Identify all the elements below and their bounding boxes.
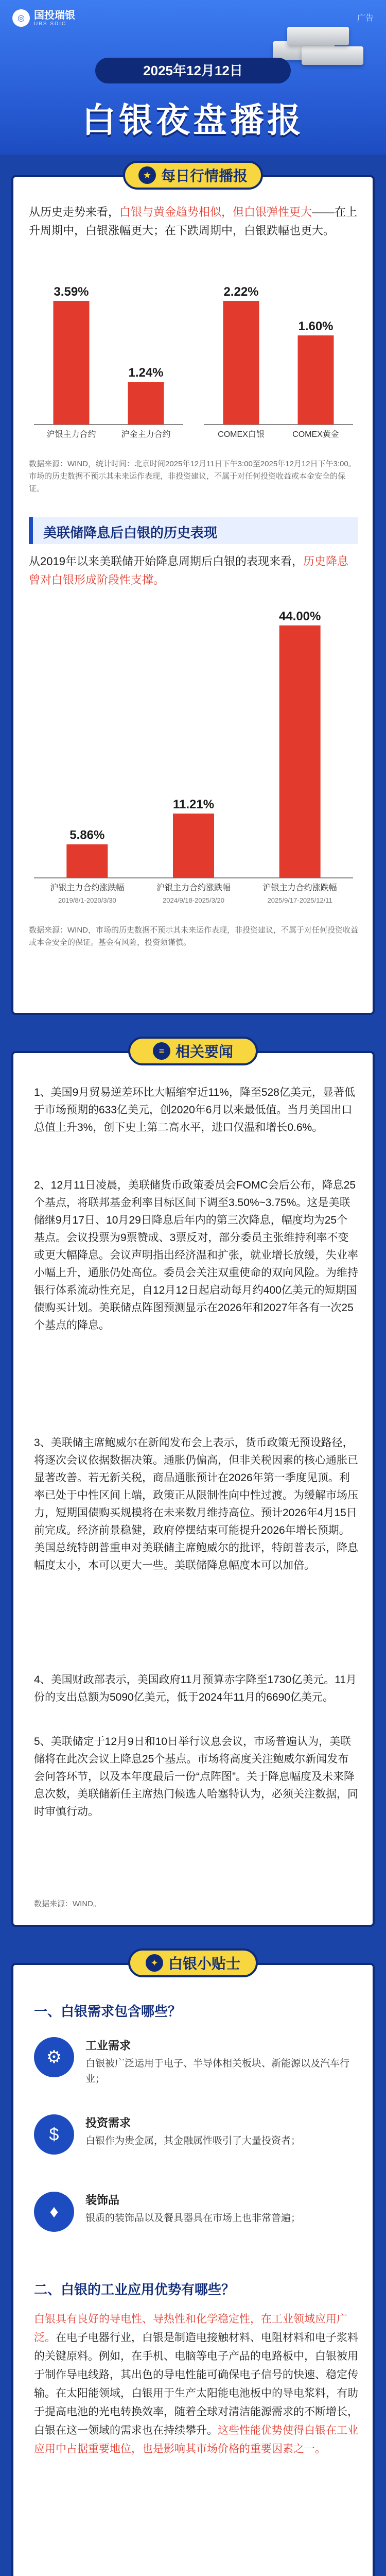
category-sublabel: 2019/8/1-2020/3/30 <box>58 896 116 904</box>
chart-history-svg <box>29 605 358 914</box>
history-title: 美联储降息后白银的历史表现 <box>43 525 218 540</box>
news-icon: ≡ <box>153 1042 170 1060</box>
page-title: 白银夜盘播报 <box>82 101 304 139</box>
report-date: 2025年12月12日 <box>95 58 291 83</box>
news-item-2: 2、12月11日凌晨，美联储货币政策委员会FOMC会后公布，降息25个基点，将联邦基金利率目标区间下调至3.50%~3.75%。这是美联储继9月17日、10月29日降息后年内的第三次降息，幅度均为25个基点。会议投票为9票赞成、3票反对，部分委员主张维持利率不变或更大幅降息。会议声明指出经济温和扩张，就业增长放缓，失业率小幅上升，通胀仍处高位。委员会关注双重使命的双向风险。为维持银行体系流动性充足，自12月12日起启动每月约400亿美元的短期国债购买计划。美联储点阵图预测显示在2026年和2027年各有一次25个基点的降息。 <box>34 1179 358 1331</box>
data-label: 3.59% <box>54 285 89 299</box>
tip-head: 投资需求 <box>85 2116 131 2129</box>
daily-intro: 从历史走势来看，白银与黄金趋势相似，但白银弹性更大——在上升周期中，白银涨幅更大；在下跌周期中，白银跌幅也更大。 <box>29 206 358 237</box>
bar <box>298 335 334 425</box>
news-card <box>11 1044 375 1927</box>
chart-comex-svg <box>199 280 358 450</box>
tip-body: 白银作为贵金属，其金融属性吸引了大量投资者； <box>85 2136 301 2146</box>
tip-head: 装饰品 <box>85 2194 120 2207</box>
news-item-3: 3、美联储主席鲍威尔在新闻发布会上表示，货币政策无预设路径，将逐次会议依据数据决策。通胀仍偏高，但非关税因素的核心通胀已显著改善。若无新关税，商品通胀预计在2026年第一季度见顶。利率已处于中性区间上端，政策正从限制性向中性过渡。为缓解市场压力，短期国债购买规模将在未来数月维持高位。预计2026年4月15日前完成。经济前景稳健，政府停摆结束可能提升2026年增长预期。美国总统特朗普重申对美联储主席鲍威尔的批评，特朗普表示，降息幅度太小，本可以更大一些。美联储降息幅度本可以加倍。 <box>34 1437 358 1571</box>
news-source-note: 数据来源：WIND。 <box>34 1900 101 1908</box>
gear-icon: ⚙ <box>34 2037 74 2077</box>
diamond-icon: ♦ <box>34 2192 74 2232</box>
brand-logo <box>12 9 75 27</box>
brand-logo-icon: ◎ <box>12 9 30 27</box>
category-label: COMEX白银 <box>218 430 265 439</box>
news-item-1: 1、美国9月贸易逆差环比大幅缩窄近11%，降至528亿美元，显著低于市场预期的633亿美元，创2020年6月以来最低值。当月美国出口总值上升3%，创下史上第二高水平，进口仅温和增长0.6%。 <box>34 1087 355 1133</box>
category-label: 沪银主力合约 <box>46 430 96 439</box>
category-label: 沪银主力合约涨跌幅 <box>156 884 231 892</box>
category-sublabel: 2024/9/18-2025/3/20 <box>163 896 224 904</box>
star-icon: ★ <box>138 166 156 184</box>
tip-body: 银质的装饰品以及餐具器具在市场上也非常普遍； <box>85 2213 301 2224</box>
tips-question-2: 二、白银的工业应用优势有哪些？ <box>34 2282 235 2297</box>
tips-badge: ✦ 白银小贴士 <box>128 1948 258 1977</box>
data-label: 2.22% <box>223 285 259 299</box>
tip-body: 白银被广泛运用于电子、半导体相关板块、新能源以及汽车行业； <box>85 2058 350 2084</box>
lightbulb-icon: ✦ <box>146 1954 163 1972</box>
coin-icon: $ <box>34 2114 74 2155</box>
history-title-bar <box>29 517 358 544</box>
category-label: 沪银主力合约涨跌幅 <box>262 884 337 892</box>
chart-comex <box>199 280 358 450</box>
tip-head: 工业需求 <box>85 2039 131 2052</box>
category-sublabel: 2025/9/17-2025/12/11 <box>267 896 332 904</box>
data-label: 5.86% <box>69 828 105 842</box>
tip-row-industrial <box>34 2037 358 2087</box>
silver-ingot-icon <box>273 21 365 67</box>
hero-banner <box>0 0 386 155</box>
tips-card <box>11 1956 375 2576</box>
chart-history <box>29 605 358 914</box>
data-label: 11.21% <box>172 798 215 812</box>
bar <box>223 301 259 425</box>
brand-name: 国投瑞银 <box>34 9 75 21</box>
daily-market-card <box>11 168 375 1015</box>
news-item-5: 5、美联储定于12月9日和10日举行议息会议，市场普遍认为，美联储将在此次会议上降息25个基点。市场将高度关注鲍威尔新闻发布会问答环节，以及本年度最后一份“点阵图”。关于降息幅度及未来降息次数，美联储新任主席热门候选人哈塞特认为，必须关注数据，同时审慎行动。 <box>34 1736 358 1818</box>
tip-row-jewelry <box>34 2192 358 2232</box>
category-label: 沪金主力合约 <box>121 430 171 439</box>
category-label: 沪银主力合约涨跌幅 <box>50 884 125 892</box>
category-label: COMEX黄金 <box>292 430 339 439</box>
bar <box>173 814 214 878</box>
news-item-4: 4、美国财政部表示，美国政府11月预算赤字降至1730亿美元。11月份的支出总额为5090亿美元，低于2024年11月的6690亿美元。 <box>34 1674 357 1703</box>
data-label: 1.24% <box>128 366 164 380</box>
tips-industrial-text: 白银具有良好的导电性、导热性和化学稳定性，在工业领域应用广泛。在电子电器行业，白银是制造电接触材料、电阻材料和电子浆料的关键原料。例如，在手机、电脑等电子产品的电路板中，白银被用于制作导电线路，其出色的导电性能可确保电子信号的快速、稳定传输。在太阳能领域，白银用于生产太阳能电池板中的导电浆料，有助于提高电池的光电转换效率，随着全球对清洁能源需求的不断增长，白银在这一领域的需求也在持续攀升。这些性能优势使得白银在工业应用中占据重要地位，也是影响其市场价格的重要因素之一。 <box>34 2313 358 2455</box>
ad-label: 广告 <box>357 14 374 23</box>
history-intro: 从2019年以来美联储开始降息周期后白银的表现来看，历史降息曾对白银形成阶段性支撑。 <box>29 555 348 586</box>
bar <box>279 625 321 878</box>
history-source-note: 数据来源：WIND，市场的历史数据不预示其未来运作表现，非投资建议，不属于对任何投资收益或本金安全的保证。基金有风险，投资须谨慎。 <box>29 926 358 947</box>
chart-shanghai-svg <box>29 280 188 450</box>
bar <box>54 301 90 425</box>
bar <box>66 844 108 878</box>
daily-source-note: 数据来源：WIND，统计时间：北京时间2025年12月11日下午3:00至2025年12月12日下午3:00。市场的历史数据不预示其未来运作表现，非投资建议，不属于对任何投资收益或本金安全的保证。 <box>29 460 356 493</box>
daily-badge: ★ 每日行情播报 <box>123 161 263 190</box>
tips-question-1: 一、白银需求包含哪些？ <box>34 2004 182 2019</box>
bar <box>128 382 164 425</box>
tip-row-investment <box>34 2114 358 2155</box>
chart-shanghai <box>29 280 188 450</box>
data-label: 1.60% <box>298 319 334 334</box>
brand-name-en: UBS SDIC <box>34 21 67 27</box>
news-badge: ≡ 相关要闻 <box>128 1037 258 1065</box>
data-label: 44.00% <box>278 609 321 623</box>
